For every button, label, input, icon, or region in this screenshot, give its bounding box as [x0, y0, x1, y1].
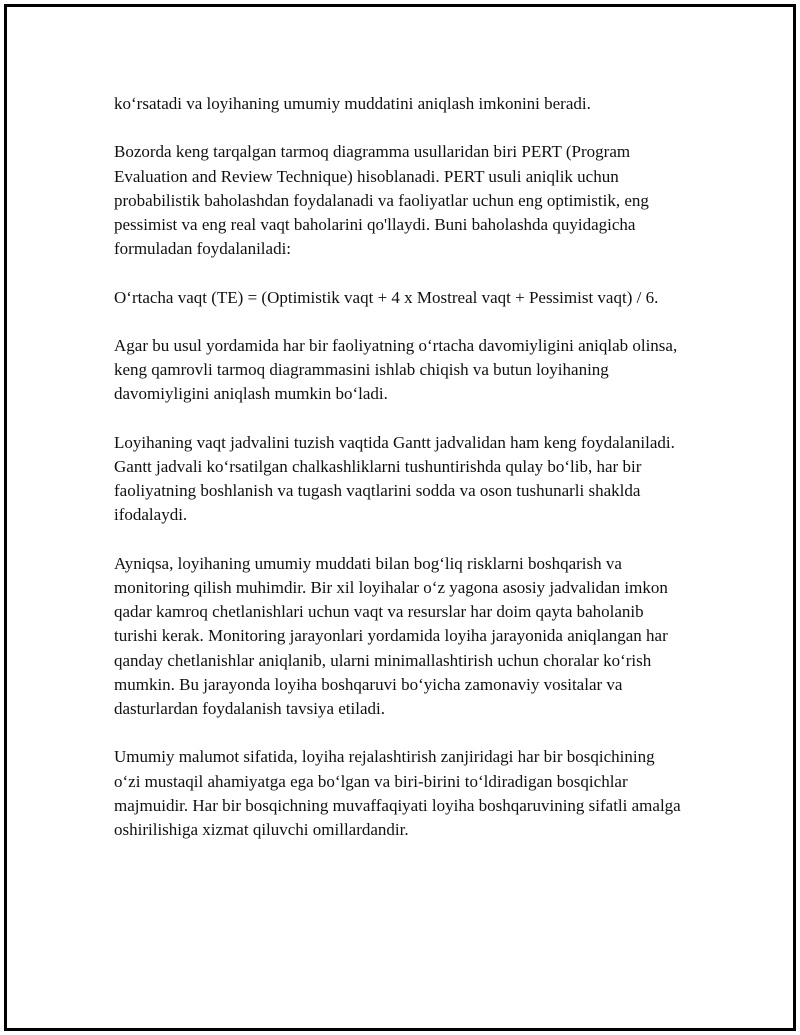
paragraph-formula: O‘rtacha vaqt (TE) = (Optimistik vaqt + 4 x Mostreal vaqt + Pessimist vaqt) / 6.: [114, 287, 659, 307]
paragraph-monitoring: Ayniqsa, loyihaning umumiy muddati bilan bog‘liq risklarni boshqarish va monitoring qilish muhimdir. Bir xil loyihalar o‘z yagona asosiy jadvalidan imkon qadar kamroq chetlanishlari uchun vaqt va resurslar har doim qayta baholanib turishi kerak. Monitoring jarayonlari yordamida loyiha jarayonida aniqlangan har qanday chetlanishlar aniqlanib, ularni minimallashtirish uchun choralar ko‘rish mumkin. Bu jarayonda loyiha boshqaruvi bo‘yicha zamonaviy vositalar va dasturlardan foydalanish tavsiya etiladi.: [114, 553, 668, 718]
paragraph-summary: Umumiy malumot sifatida, loyiha rejalashtirish zanjiridagi har bir bosqichining o‘zi mustaqil ahamiyatga ega bo‘lgan va biri-birini to‘ldiradigan bosqichlar majmuidir. Har bir bosqichning muvaffaqiyati loyiha boshqaruvining sifatli amalga oshirilishiga xizmat qiluvchi omillardandir.: [114, 747, 681, 839]
paragraph-pert-intro: Bozorda keng tarqalgan tarmoq diagramma usullaridan biri PERT (Program Evaluation and Review Technique) hisoblanadi. PERT usuli aniqlik uchun probabilistik baholashdan foydalanadi va faoliyatlar uchun eng optimistik, eng pessimist va eng real vaqt baholarini qo'llaydi. Buni baholashda quyidagicha formuladan foydalaniladi:: [114, 142, 649, 259]
paragraph-continuation: ko‘rsatadi va loyihaning umumiy muddatini aniqlash imkonini beradi.: [114, 94, 591, 113]
document-body: [114, 92, 684, 866]
paragraph-duration: Agar bu usul yordamida har bir faoliyatning o‘rtacha davomiyligini aniqlab olinsa, keng qamrovli tarmoq diagrammasini ishlab chiqish va butun loyihaning davomiyligini aniqlash mumkin bo‘ladi.: [114, 335, 678, 404]
paragraph-gantt: Loyihaning vaqt jadvalini tuzish vaqtida Gantt jadvalidan ham keng foydalaniladi. Gantt jadvali ko‘rsatilgan chalkashliklarni tushuntirishda qulay bo‘lib, har bir faoliyatning boshlanish va tugash vaqtlarini sodda va oson tushunarli shaklda ifodalaydi.: [114, 432, 675, 525]
